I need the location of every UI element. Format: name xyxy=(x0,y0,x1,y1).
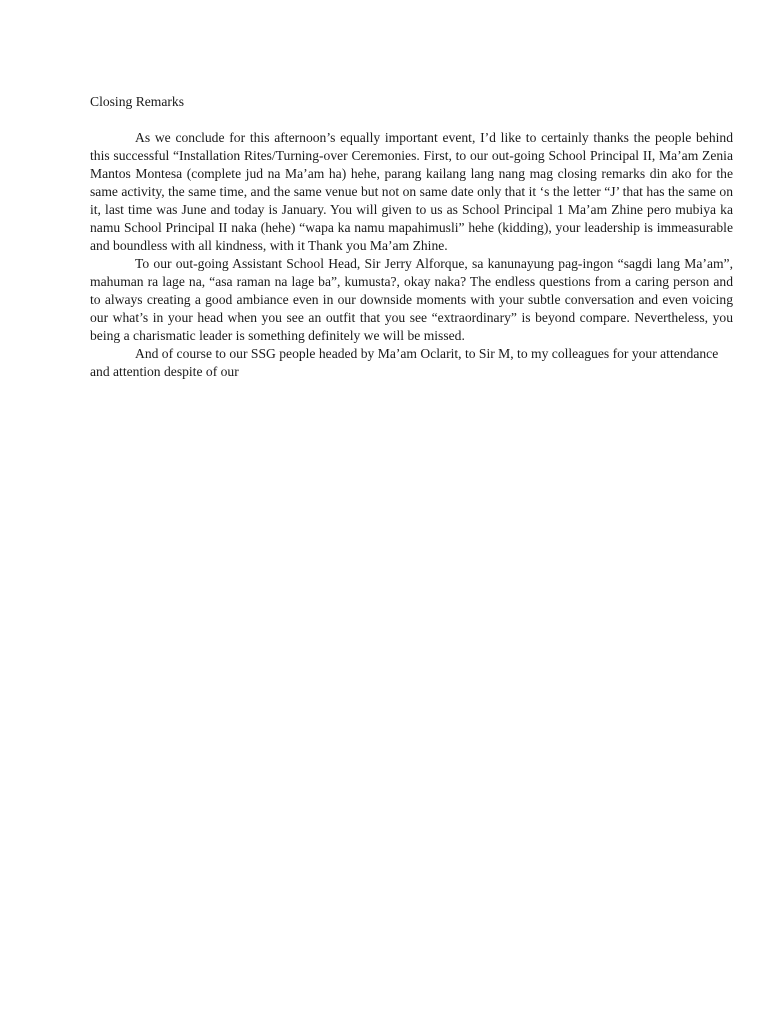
paragraph-2: To our out-going Assistant School Head, Sir Jerry Alforque, sa kanunayung pag-ingon “sagdi lang Ma’am”, mahuman ra lage na, “asa raman na lage ba”, kumusta?, okay naka? The endless questions from a caring person and to always creating a good ambiance even in our downside moments with your subtle conversation and even voicing our what’s in your head when you see an outfit that you see “extraordinary” is beyond compare. Nevertheless, you being a charismatic leader is something definitely we will be missed. xyxy=(90,256,733,343)
document-body xyxy=(90,93,733,381)
paragraph-3: And of course to our SSG people headed by Ma’am Oclarit, to Sir M, to my colleagues for your attendance and attention despite of our xyxy=(90,346,719,379)
document-title: Closing Remarks xyxy=(90,94,185,109)
paragraph-1: As we conclude for this afternoon’s equally important event, I’d like to certainly thanks the people behind this successful “Installation Rites/Turning-over Ceremonies. First, to our out-going School Principal II, Ma’am Zenia Mantos Montesa (complete jud na Ma’am ha) hehe, parang kailang lang nang mag closing remarks din ako for the same activity, the same time, and the same venue but not on same date only that it ‘s the letter “J’ that has the same on it, last time was June and today is January. You will given to us as School Principal 1 Ma’am Zhine pero mubiya ka namu School Principal II naka (hehe) “wapa ka namu mapahimusli” hehe (kidding), your leadership is immeasurable and boundless with all kindness, with it Thank you Ma’am Zhine. xyxy=(90,130,733,253)
